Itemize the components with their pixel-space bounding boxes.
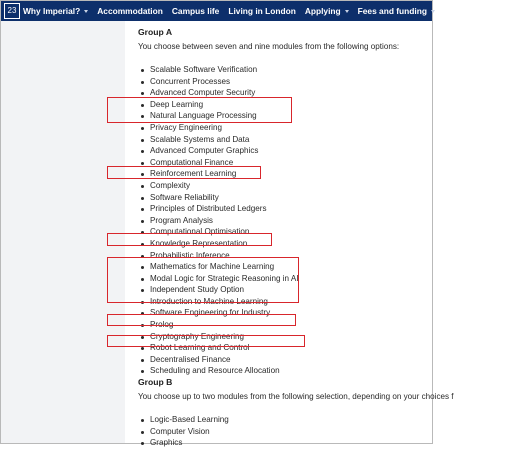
nav-number-badge[interactable]: 23 [4, 3, 20, 19]
list-item: Scheduling and Resource Allocation [138, 365, 438, 377]
nav-item-label: Why Imperial? [23, 6, 81, 16]
chevron-down-icon [84, 10, 88, 13]
nav-item-label: Fees and funding [357, 6, 427, 16]
list-item: Complexity [138, 180, 438, 192]
list-item: Scalable Systems and Data [138, 134, 438, 146]
nav-events-and-visits[interactable] [444, 6, 512, 16]
list-item: Introduction to Machine Learning [138, 296, 438, 308]
group-b-intro: You choose up to two modules from the following selection, depending on your choices f [138, 392, 454, 402]
list-item: Concurrent Processes [138, 76, 438, 88]
nav-living-in-london[interactable] [228, 6, 295, 16]
list-item: Software Reliability [138, 192, 438, 204]
highlight-box-prolog [107, 314, 296, 326]
list-item: Modal Logic for Strategic Reasoning in AI [138, 273, 438, 285]
group-b-title: Group B [138, 377, 173, 388]
nav-applying[interactable] [305, 6, 349, 16]
list-item: Graphics [138, 437, 438, 449]
list-item: Software Engineering for Industry [138, 307, 438, 319]
list-item: Deep Learning [138, 99, 438, 111]
list-item: Advanced Computer Graphics [138, 145, 438, 157]
highlight-box-robot-learning [107, 335, 305, 347]
list-item: Decentralised Finance [138, 354, 438, 366]
list-item: Probabilistic Inference [138, 250, 438, 262]
top-navigation [1, 1, 512, 21]
list-item: Prolog [138, 319, 438, 331]
highlight-box-reinforcement-learning [107, 166, 261, 179]
list-item: Principles of Distributed Ledgers [138, 203, 438, 215]
list-item: Reinforcement Learning [138, 168, 438, 180]
nav-why-imperial[interactable] [23, 6, 88, 16]
highlight-box-deep-learning-nlp [107, 97, 292, 123]
list-item: Computer Vision [138, 426, 438, 438]
list-item: Independent Study Option [138, 284, 438, 296]
list-item: Privacy Engineering [138, 122, 438, 134]
list-item: Robot Learning and Control [138, 342, 438, 354]
group-a-intro: You choose between seven and nine modules from the following options: [138, 42, 400, 51]
list-item: Natural Language Processing [138, 110, 438, 122]
nav-item-label: Events and visits [443, 6, 512, 16]
nav-item-label: Accommodation [97, 6, 163, 16]
list-item: Mathematics for Machine Learning [138, 261, 438, 273]
highlight-box-ml-group [107, 257, 299, 303]
nav-fees-and-funding[interactable] [358, 6, 435, 16]
list-item: Logic-Based Learning [138, 414, 438, 426]
nav-item-label: Applying [304, 6, 341, 16]
list-item: Computational Optimisation [138, 226, 438, 238]
highlight-box-knowledge-representation [107, 233, 272, 246]
list-item: Program Analysis [138, 215, 438, 227]
nav-campus-life[interactable] [172, 6, 219, 16]
list-item: Computational Finance [138, 157, 438, 169]
nav-accommodation[interactable] [97, 6, 163, 16]
list-item: Cryptography Engineering [138, 331, 438, 343]
nav-item-label: Living in London [228, 6, 296, 16]
list-item: Scalable Software Verification [138, 64, 438, 76]
group-a-title: Group A [138, 27, 173, 37]
list-item: Knowledge Representation [138, 238, 438, 250]
left-sidebar-background [1, 21, 125, 443]
nav-item-label: Campus life [171, 6, 220, 16]
group-b-module-list [138, 414, 438, 449]
chevron-down-icon [345, 10, 349, 13]
list-item: Advanced Computer Security [138, 87, 438, 99]
chevron-down-icon [431, 10, 435, 13]
